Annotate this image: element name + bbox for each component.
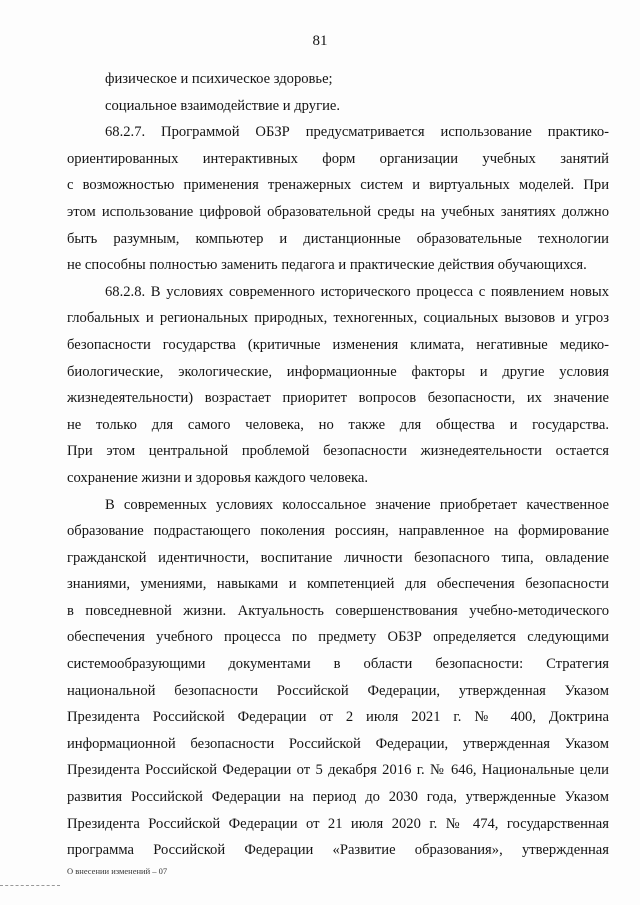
text-line: ориентированных интерактивных форм организации учебных занятий	[67, 150, 609, 167]
text-line: с возможностью применения тренажерных систем и виртуальных моделей. При	[67, 177, 609, 194]
text-line: этом использование цифровой образовательной среды на учебных занятиях должно	[67, 203, 609, 220]
text-line: Президента Российской Федерации от 21 июля 2020 г. № 474, государственная	[67, 815, 609, 832]
text-line: развития Российской Федерации на период до 2030 года, утвержденные Указом	[67, 789, 609, 806]
text-line: гражданской идентичности, воспитание личности безопасного типа, овладение	[67, 549, 609, 566]
text-line: Президента Российской Федерации от 2 июля 2021 г. № 400, Доктрина	[67, 709, 609, 726]
text-line: образование подрастающего поколения россиян, направленное на формирование	[67, 523, 609, 540]
text-line: не только для самого человека, но также для общества и государства.	[67, 416, 609, 433]
text-line: глобальных и региональных природных, техногенных, социальных вызовов и угроз	[67, 310, 609, 327]
text-line: сохранение жизни и здоровья каждого человека.	[67, 469, 369, 486]
text-line: быть разумным, компьютер и дистанционные образовательные технологии	[67, 230, 609, 247]
footer-note: О внесении изменений – 07	[67, 866, 168, 876]
text-line: безопасности государства (критичные изменения климата, негативные медико-	[67, 336, 609, 353]
text-line: системообразующими документами в области безопасности: Стратегия	[67, 656, 609, 673]
text-line: биологические, экологические, информационные факторы и другие условия	[67, 363, 609, 380]
text-line: физическое и психическое здоровье;	[105, 71, 333, 87]
text-line: национальной безопасности Российской Федерации, утвержденная Указом	[67, 682, 609, 699]
text-line: жизнедеятельности) возрастает приоритет вопросов безопасности, их значение	[67, 390, 609, 407]
text-line: Президента Российской Федерации от 5 декабря 2016 г. № 646, Национальные цели	[67, 762, 609, 779]
text-line: программа Российской Федерации «Развитие образования», утвержденная	[67, 842, 609, 859]
text-line: При этом центральной проблемой безопасности жизнедеятельности остается	[67, 443, 609, 460]
text-line: информационной безопасности Российской Федерации, утвержденная Указом	[67, 735, 609, 752]
text-line: обеспечения учебного процесса по предмету ОБЗР определяется следующими	[67, 629, 609, 646]
text-line: В современных условиях колоссальное значение приобретает качественное	[105, 496, 609, 513]
text-line: знаниями, умениями, навыками и компетенцией для обеспечения безопасности	[67, 576, 609, 593]
text-line: 68.2.8. В условиях современного исторического процесса с появлением новых	[105, 283, 609, 300]
text-line: не способны полностью заменить педагога и практические действия обучающихся.	[67, 257, 587, 274]
scan-edge-mark	[0, 885, 60, 887]
text-line: 68.2.7. Программой ОБЗР предусматривается использование практико-	[105, 124, 609, 141]
text-line: социальное взаимодействие и другие.	[105, 97, 341, 114]
body-text	[67, 66, 609, 864]
text-line: в повседневной жизни. Актуальность совершенствования учебно-методического	[67, 602, 609, 619]
page-number: 81	[312, 33, 328, 49]
